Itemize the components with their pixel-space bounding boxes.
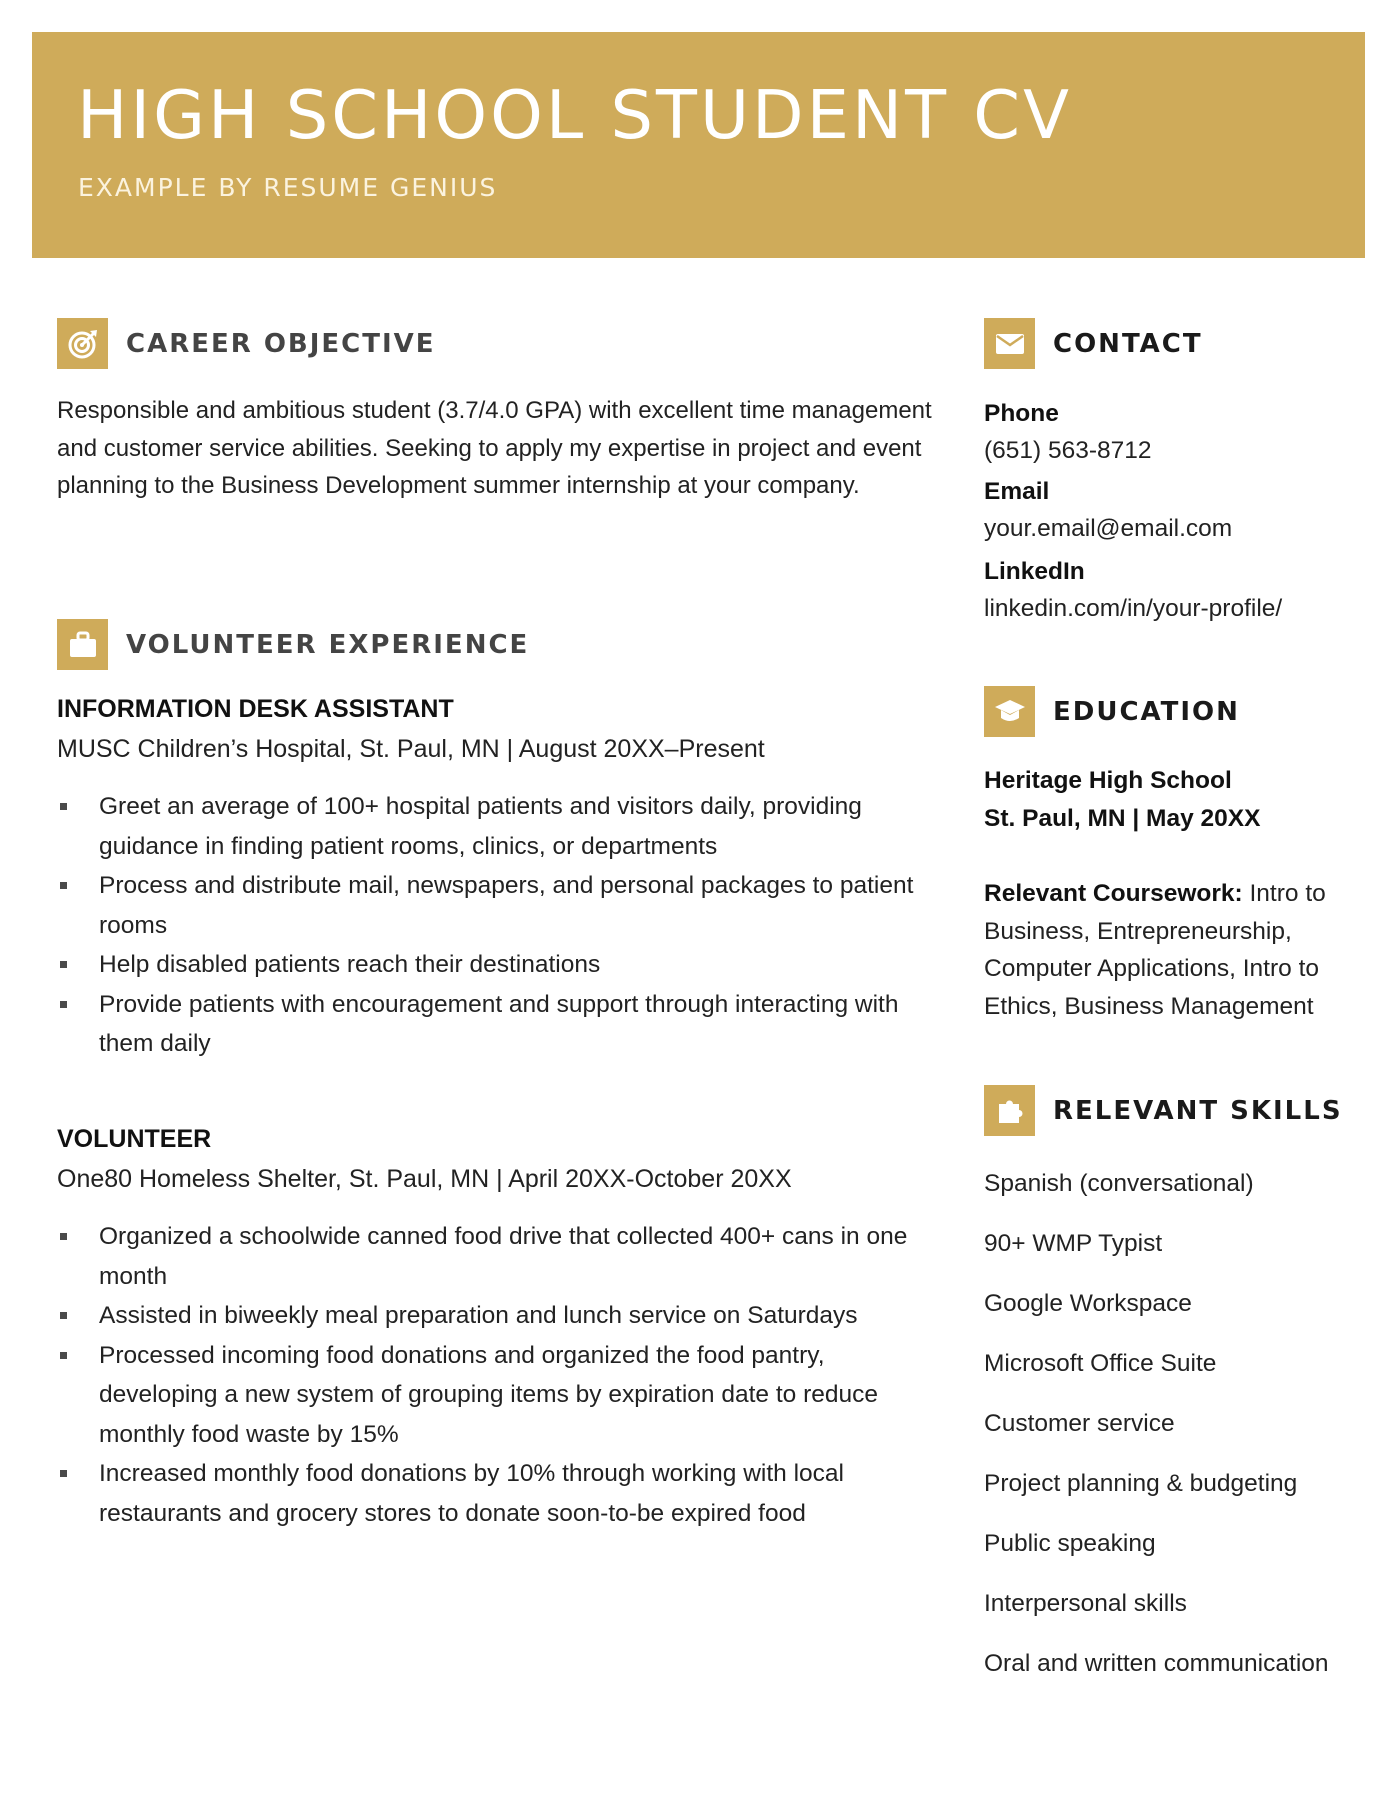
list-item: Oral and written communication [984, 1650, 1329, 1677]
coursework-list: Intro to Business, Entrepreneurship, Computer Applications, Intro to Ethics, Business Management [984, 880, 1326, 1020]
list-item: Provide patients with encouragement and support through interacting with them daily [57, 985, 937, 1064]
phone-value: (651) 563-8712 [984, 437, 1152, 464]
list-item: Public speaking [984, 1530, 1156, 1557]
briefcase-icon [57, 619, 108, 670]
list-item: Microsoft Office Suite [984, 1350, 1217, 1377]
education-header [984, 686, 1240, 737]
job-bullets [57, 787, 937, 1064]
list-item: Interpersonal skills [984, 1590, 1187, 1617]
skills-list [984, 1165, 1329, 1705]
coursework [984, 875, 1364, 1025]
list-item: Project planning & budgeting [984, 1470, 1298, 1497]
school-location-date: St. Paul, MN | May 20XX [984, 805, 1261, 832]
phone-label: Phone [984, 400, 1059, 427]
list-item: Assisted in biweekly meal preparation and lunch service on Saturdays [57, 1296, 937, 1336]
list-item: Increased monthly food donations by 10% through working with local restaurants and grocery stores to donate soon-to-be expired food [57, 1454, 937, 1533]
header-banner [32, 32, 1365, 258]
job-bullets [57, 1217, 937, 1533]
page-subtitle: EXAMPLE BY RESUME GENIUS [78, 173, 498, 202]
career-objective-text: Responsible and ambitious student (3.7/4.0 GPA) with excellent time management and customer service abilities. Seeking to apply my expertise in project and event planning to the Business Development summer internship at your company. [57, 397, 932, 499]
job-meta: MUSC Children’s Hospital, St. Paul, MN | August 20XX–Present [57, 735, 765, 763]
job-meta: One80 Homeless Shelter, St. Paul, MN | April 20XX-October 20XX [57, 1165, 792, 1193]
coursework-label: Relevant Coursework: [984, 880, 1243, 907]
linkedin-label: LinkedIn [984, 558, 1085, 585]
job-title: INFORMATION DESK ASSISTANT [57, 695, 454, 723]
volunteer-experience-heading: VOLUNTEER EXPERIENCE [126, 629, 530, 660]
career-objective-heading: CAREER OBJECTIVE [126, 328, 436, 359]
list-item: Greet an average of 100+ hospital patients and visitors daily, providing guidance in finding patient rooms, clinics, or departments [57, 787, 937, 866]
graduation-cap-icon [984, 686, 1035, 737]
list-item: Help disabled patients reach their destinations [57, 945, 937, 985]
skills-heading: RELEVANT SKILLS [1053, 1095, 1343, 1126]
linkedin-value: linkedin.com/in/your-profile/ [984, 595, 1283, 622]
envelope-icon [984, 318, 1035, 369]
contact-header [984, 318, 1203, 369]
page-title: HIGH SCHOOL STUDENT CV [77, 76, 1072, 154]
volunteer-experience-header [57, 619, 529, 670]
list-item: Processed incoming food donations and organized the food pantry, developing a new system of grouping items by expiration date to reduce monthly food waste by 15% [57, 1336, 937, 1455]
email-value: your.email@email.com [984, 515, 1233, 542]
skills-header [984, 1085, 1343, 1136]
list-item: Customer service [984, 1410, 1175, 1437]
list-item: Google Workspace [984, 1290, 1192, 1317]
puzzle-piece-icon [984, 1085, 1035, 1136]
list-item: Organized a schoolwide canned food drive that collected 400+ cans in one month [57, 1217, 937, 1296]
list-item: Spanish (conversational) [984, 1170, 1254, 1197]
job-title: VOLUNTEER [57, 1125, 212, 1153]
contact-heading: CONTACT [1053, 328, 1203, 359]
career-objective-header [57, 318, 436, 369]
list-item: 90+ WMP Typist [984, 1230, 1163, 1257]
list-item: Process and distribute mail, newspapers, and personal packages to patient rooms [57, 866, 937, 945]
target-icon [57, 318, 108, 369]
education-heading: EDUCATION [1053, 696, 1240, 727]
email-label: Email [984, 478, 1050, 505]
school-name: Heritage High School [984, 767, 1232, 794]
